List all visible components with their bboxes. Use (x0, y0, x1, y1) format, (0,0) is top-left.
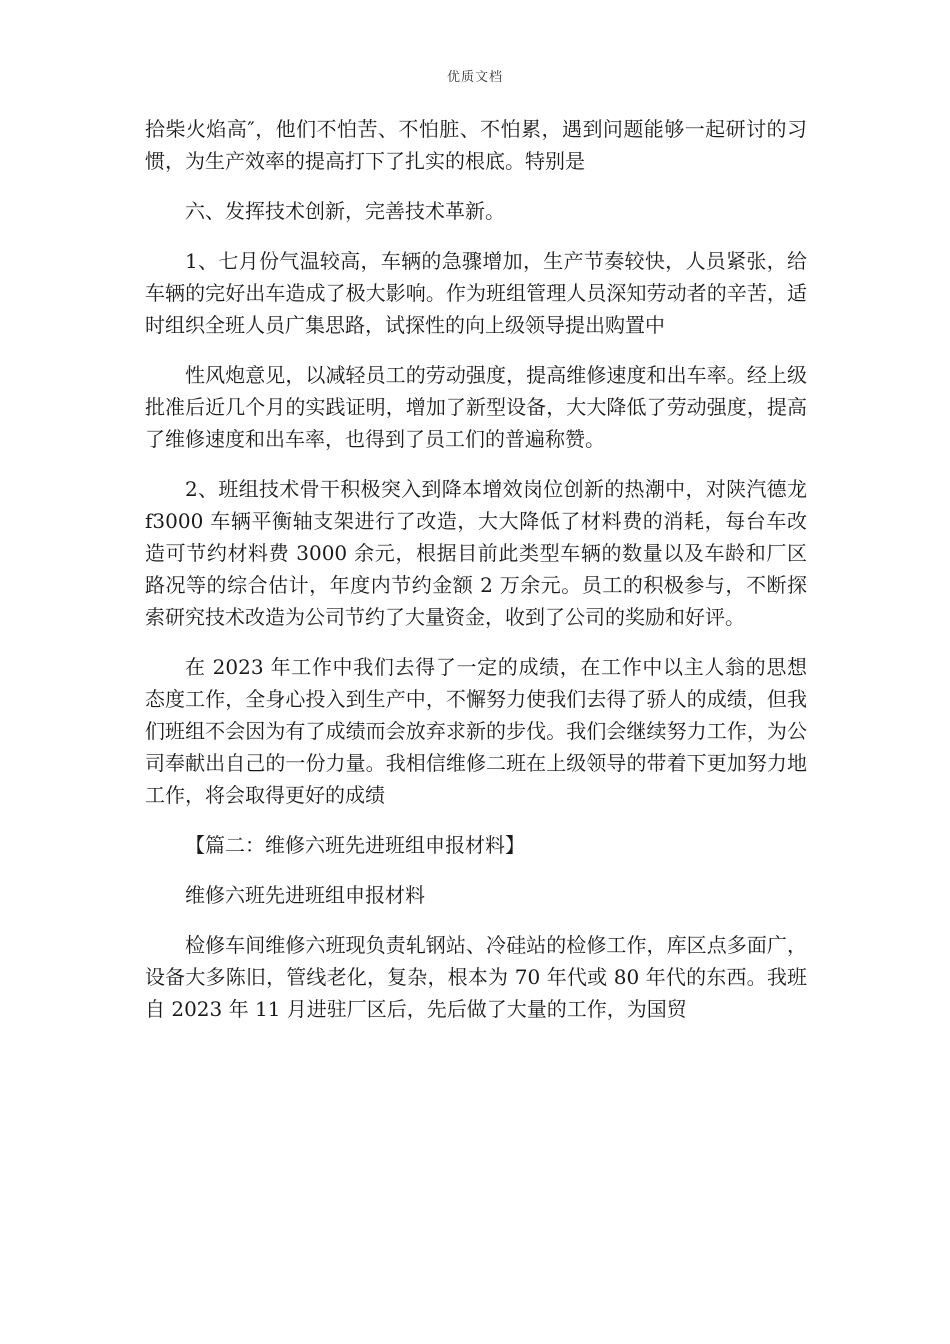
paragraph-continuation: 拾柴火焰高″，他们不怕苦、不怕脏、不怕累，遇到问题能够一起研讨的习惯，为生产效率的提高打下了扎实的根底。特别是 (145, 117, 807, 173)
document-subtitle: 维修六班先进班组申报材料 (185, 883, 425, 907)
paragraph-item-2: 2、班组技术骨干积极突入到降本增效岗位创新的热潮中，对陕汽德龙 f3000 车辆平衡轴支架进行了改造，大大降低了材料费的消耗，每台车改造可节约材料费 3000 余元，根据目前此类型车辆的数量以及车龄和厂区路况等的综合估计，年度内节约金额 2 万余元。员工的积极参与，不断探索研究技术改造为公司节约了大量资金，收到了公司的奖励和好评。 (145, 477, 807, 629)
paragraph-intro: 检修车间维修六班现负责轧钢站、冷硅站的检修工作，库区点多面广，设备大多陈旧，管线老化，复杂，根本为 70 年代或 80 年代的东西。我班自 2023 年 11 月进驻厂区后，先后做了大量的工作，为国贸 (145, 933, 807, 1021)
section-title-part-two: 【篇二：维修六班先进班组申报材料】 (185, 833, 525, 857)
paragraph-summary: 在 2023 年工作中我们去得了一定的成绩，在工作中以主人翁的思想态度工作，全身心投入到生产中，不懈努力使我们去得了骄人的成绩，但我们班组不会因为有了成绩而会放弃求新的步伐。我们会继续努力工作，为公司奉献出自己的一份力量。我相信维修二班在上级领导的带着下更加努力地工作，将会取得更好的成绩 (145, 655, 807, 807)
section-heading-six: 六、发挥技术创新，完善技术革新。 (185, 199, 505, 223)
document-body (145, 113, 807, 1025)
paragraph-item-1: 1、七月份气温较高，车辆的急骤增加，生产节奏较快，人员紧张，给车辆的完好出车造成了极大影响。作为班组管理人员深知劳动者的辛苦，适时组织全班人员广集思路，试探性的向上级领导提出购置中 (145, 249, 807, 337)
paragraph-item-1-continued: 性风炮意见，以减轻员工的劳动强度，提高维修速度和出车率。经上级批准后近几个月的实践证明，增加了新型设备，大大降低了劳动强度，提高了维修速度和出车率，也得到了员工们的普遍称赞。 (145, 363, 807, 451)
page-header: 优质文档 (446, 70, 503, 85)
